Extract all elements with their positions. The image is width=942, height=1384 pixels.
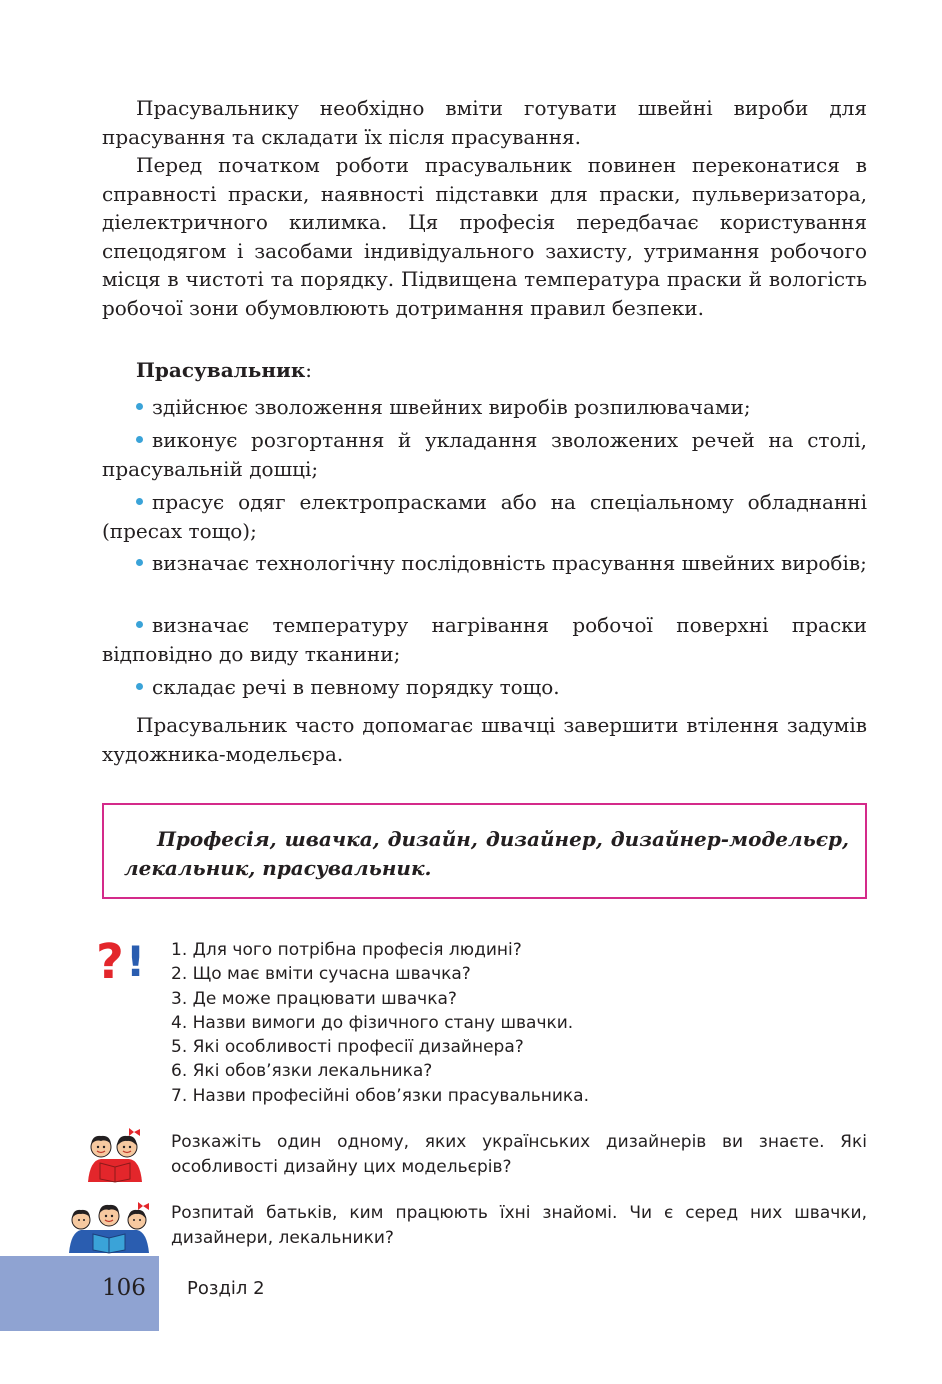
page-number: 106 <box>102 1275 146 1301</box>
duty-item: складає речі в певному порядку тощо. <box>102 673 867 702</box>
question-item: 3. Де може працювати швачка? <box>171 988 457 1009</box>
question-item: 2. Що має вміти сучасна швачка? <box>171 964 471 985</box>
paragraph-2: Перед початком роботи прасувальник повинен переконатися в справності праски, наявності підставки для праски, пульверизатора, діелектричного килимка. Ця професія передбачає користування спецодягом і засобами індивідуального захисту, утримання робочого місця в чистоті та порядку. Підвищена температура праски й вологість робочої зони обумовлюють дотримання правил безпеки. <box>102 153 867 320</box>
bullet-icon <box>136 559 143 566</box>
paragraph-3: Прасувальник часто допомагає швачці завершити втілення задумів художника-модельєра. <box>102 713 867 766</box>
questions-list <box>171 938 589 1108</box>
family-task-text: Розпитай батьків, ким працюють їхні знайомі. Чи є серед них швачки, дизайнери, лекальники? <box>171 1203 867 1248</box>
bullet-icon <box>136 621 143 628</box>
keywords-text: Професія, швачка, дизайн, дизайнер, дизайнер-модельєр, лекальник, прасувальник. <box>124 827 849 880</box>
duties-colon: : <box>305 358 313 382</box>
svg-text:!: ! <box>126 937 146 982</box>
bullet-icon <box>136 498 143 505</box>
duty-item: визначає технологічну послідовність прасування швейних виробів; <box>102 549 867 578</box>
duty-item: виконує розгортання й укладання зволожених речей на столі, прасувальній дошці; <box>102 428 867 481</box>
question-item: 6. Які обов’язки лекальника? <box>171 1061 433 1082</box>
bullet-icon <box>136 683 143 690</box>
question-item: 1. Для чого потрібна професія людині? <box>171 940 522 960</box>
duties-heading-line <box>102 356 867 385</box>
question-exclamation-icon <box>96 936 148 982</box>
bullet-icon <box>136 403 143 410</box>
question-item: 7. Назви професійні обов’язки прасувальника. <box>171 1085 589 1106</box>
question-item: 4. Назви вимоги до фізичного стану швачки. <box>171 1012 574 1033</box>
section-label: Розділ 2 <box>187 1278 265 1299</box>
paragraph-1: Прасувальнику необхідно вміти готувати швейні вироби для прасування та складати їх після прасування. <box>102 96 867 149</box>
duties-heading: Прасувальник <box>136 358 306 382</box>
question-item: 5. Які особливості професії дизайнера? <box>171 1037 524 1058</box>
duty-item: здійснює зволоження швейних виробів розпилювачами; <box>102 393 867 422</box>
bullet-icon <box>136 436 143 443</box>
keywords-box <box>102 803 867 899</box>
three-children-reading-icon <box>67 1198 151 1254</box>
svg-text:?: ? <box>96 936 124 982</box>
pair-task-text: Розкажіть один одному, яких українських дизайнерів ви знаєте. Які особливості дизайну цих модельєрів? <box>171 1132 867 1177</box>
two-children-reading-icon <box>84 1127 146 1183</box>
duty-item: визначає температуру нагрівання робочої поверхні праски відповідно до виду тканини; <box>102 613 867 666</box>
duty-item: прасує одяг електропрасками або на спеціальному обладнанні (пресах тощо); <box>102 490 867 543</box>
